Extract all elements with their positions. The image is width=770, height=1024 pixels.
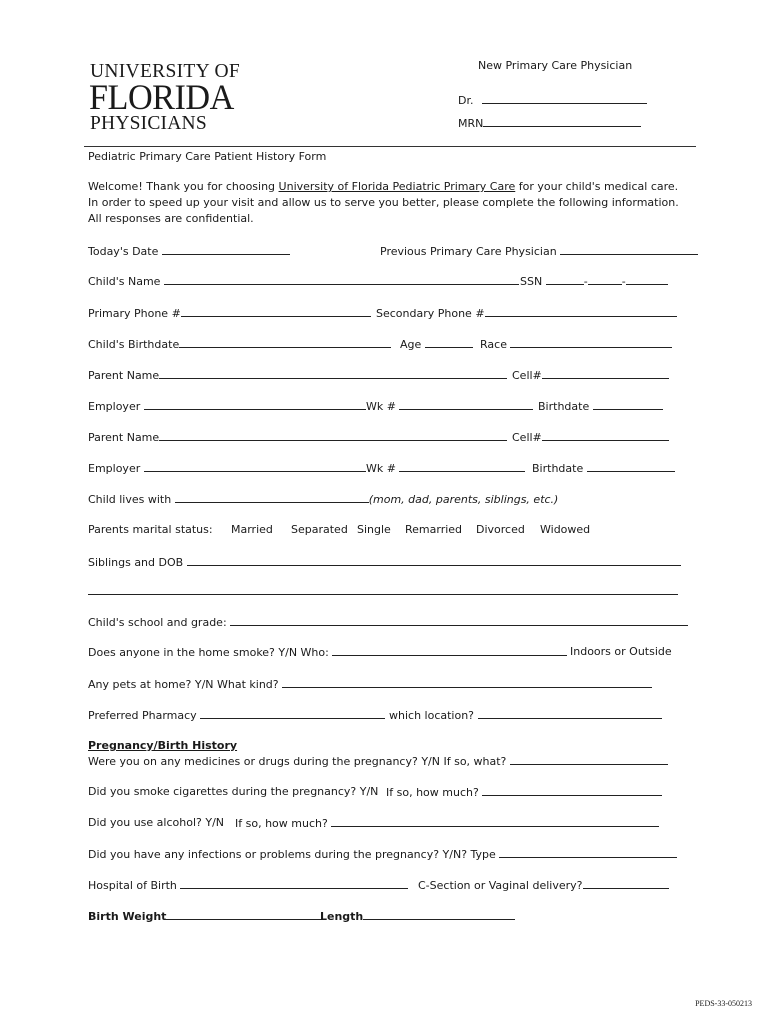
cigarettes-how-much-field[interactable]: If so, how much? — [386, 785, 662, 800]
childs-name-field[interactable]: Child's Name — [88, 274, 519, 289]
mrn-field[interactable] — [458, 116, 641, 131]
pharmacy-field[interactable]: Preferred Pharmacy — [88, 708, 385, 723]
dr-label: Dr. — [458, 94, 474, 107]
form-code: PEDS-33-050213 — [695, 999, 752, 1008]
marital-status-label: Parents marital status: — [88, 523, 213, 536]
employer-birthdate-field[interactable]: Birthdate — [538, 399, 663, 414]
marital-option-separated[interactable]: Separated — [291, 523, 348, 536]
pets-field[interactable]: Any pets at home? Y/N What kind? — [88, 677, 652, 692]
marital-option-widowed[interactable]: Widowed — [540, 523, 591, 536]
pregnancy-heading: Pregnancy/Birth History — [88, 739, 238, 752]
pregnancy-cigarettes-field[interactable]: Did you smoke cigarettes during the pregnancy? Y/N — [88, 785, 379, 798]
logo-physicians: PHYSICIANS — [90, 113, 207, 134]
previous-pcp-field[interactable]: Previous Primary Care Physician — [380, 244, 698, 259]
employer-2-birthdate-field[interactable]: Birthdate — [532, 461, 675, 476]
childs-birthdate-field[interactable]: Child's Birthdate — [88, 337, 391, 352]
siblings-field[interactable]: Siblings and DOB — [88, 555, 681, 570]
primary-phone-field[interactable]: Primary Phone # — [88, 306, 371, 321]
smoke-field[interactable]: Does anyone in the home smoke? Y/N Who: — [88, 645, 567, 660]
pharmacy-location-field[interactable]: which location? — [389, 708, 662, 723]
pregnancy-medicines-field[interactable]: Were you on any medicines or drugs during the pregnancy? Y/N If so, what? — [88, 754, 668, 769]
intro-text: Welcome! Thank you for choosing University of Florida Pediatric Primary Care for your child's medical care. In order to speed up your visit and allow us to serve you better, please complete the following information. All responses are confidential. — [88, 180, 679, 225]
school-field[interactable]: Child's school and grade: — [88, 615, 688, 630]
age-field[interactable]: Age — [400, 337, 473, 352]
marital-option-married[interactable]: Married — [231, 523, 273, 536]
ssn-field[interactable]: SSN - - — [520, 274, 668, 289]
ufpc-link: University of Florida Pediatric Primary Care — [278, 180, 516, 193]
form-title: Pediatric Primary Care Patient History Form — [88, 150, 327, 163]
infections-field[interactable]: Did you have any infections or problems during the pregnancy? Y/N? Type — [88, 847, 677, 862]
wk-2-field[interactable]: Wk # — [366, 461, 525, 476]
birth-weight-field[interactable]: Birth Weight — [88, 909, 322, 924]
siblings-extra-line[interactable] — [88, 594, 678, 595]
header-divider — [84, 146, 696, 147]
parent-name-2-field[interactable]: Parent Name — [88, 430, 507, 445]
child-lives-with-field[interactable]: Child lives with (mom, dad, parents, siblings, etc.) — [88, 493, 559, 506]
new-pcp-label: New Primary Care Physician — [478, 59, 633, 72]
hospital-of-birth-field[interactable]: Hospital of Birth — [88, 878, 408, 893]
dr-field[interactable] — [458, 93, 647, 108]
marital-option-single[interactable]: Single — [357, 523, 391, 536]
logo-university-of: UNIVERSITY OF — [90, 61, 240, 82]
delivery-type-field[interactable]: C-Section or Vaginal delivery? — [418, 878, 669, 893]
marital-option-remarried[interactable]: Remarried — [405, 523, 463, 536]
indoors-outside-label: Indoors or Outside — [570, 645, 672, 658]
parent-cell-2-field[interactable]: Cell# — [512, 430, 669, 445]
lives-with-hint: (mom, dad, parents, siblings, etc.) — [368, 493, 559, 506]
parent-name-field[interactable]: Parent Name — [88, 368, 507, 383]
logo-florida: FLORIDA — [89, 77, 234, 117]
alcohol-how-much-field[interactable]: If so, how much? — [235, 816, 659, 831]
mrn-label: MRN — [458, 117, 484, 130]
marital-option-divorced[interactable]: Divorced — [476, 523, 525, 536]
employer-field[interactable]: Employer — [88, 399, 366, 414]
length-field[interactable]: Length — [320, 909, 515, 924]
secondary-phone-field[interactable]: Secondary Phone # — [376, 306, 677, 321]
wk-field[interactable]: Wk # — [366, 399, 533, 414]
todays-date-field[interactable]: Today's Date — [88, 244, 290, 259]
race-field[interactable]: Race — [480, 337, 672, 352]
parent-cell-field[interactable]: Cell# — [512, 368, 669, 383]
alcohol-field[interactable]: Did you use alcohol? Y/N — [88, 816, 225, 829]
employer-2-field[interactable]: Employer — [88, 461, 366, 476]
